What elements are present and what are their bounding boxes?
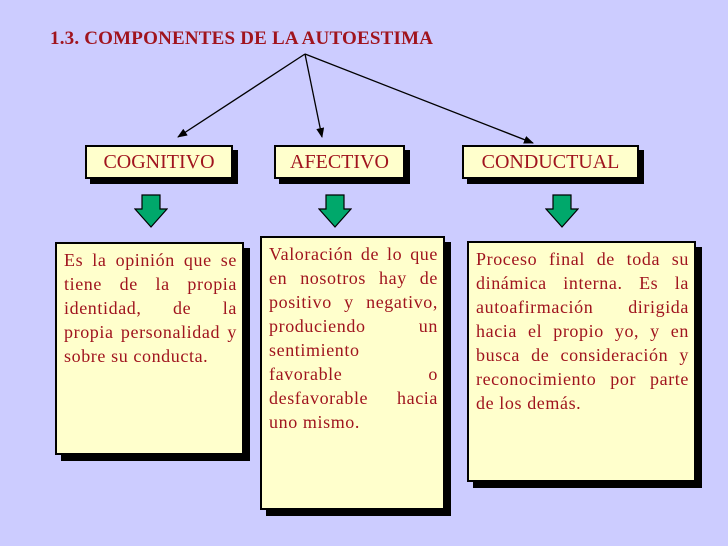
description-cognitivo-text: Es la opinión que se tiene de la propia identidad, de la propia personalidad y sobre su conducta.	[64, 250, 237, 366]
description-conductual-text: Proceso final de toda su dinámica interna. Es la autoafirmación dirigida hacia el propio yo, y en busca de consideración y reconocimiento por parte de los demás.	[476, 249, 689, 413]
connector-to-cognitivo	[178, 54, 305, 137]
description-afectivo-text: Valoración de lo que en nosotros hay de positivo y negativo, produciendo un sentimiento favorable o desfavorable hacia uno mismo.	[269, 244, 438, 432]
label-afectivo	[274, 145, 405, 179]
connector-to-afectivo	[305, 54, 322, 137]
label-cognitivo-text: COGNITIVO	[103, 150, 215, 173]
description-afectivo	[260, 236, 445, 510]
down-arrow-icon	[545, 194, 579, 228]
description-conductual	[467, 241, 696, 482]
label-afectivo-text: AFECTIVO	[290, 150, 389, 173]
down-arrow-icon	[134, 194, 168, 228]
slide-title: 1.3. COMPONENTES DE LA AUTOESTIMA	[50, 28, 434, 49]
connector-to-conductual	[305, 54, 533, 143]
label-conductual-text: CONDUCTUAL	[481, 150, 620, 173]
label-cognitivo	[85, 145, 233, 179]
down-arrow-icon	[318, 194, 352, 228]
description-cognitivo	[55, 242, 244, 455]
label-conductual	[462, 145, 639, 179]
